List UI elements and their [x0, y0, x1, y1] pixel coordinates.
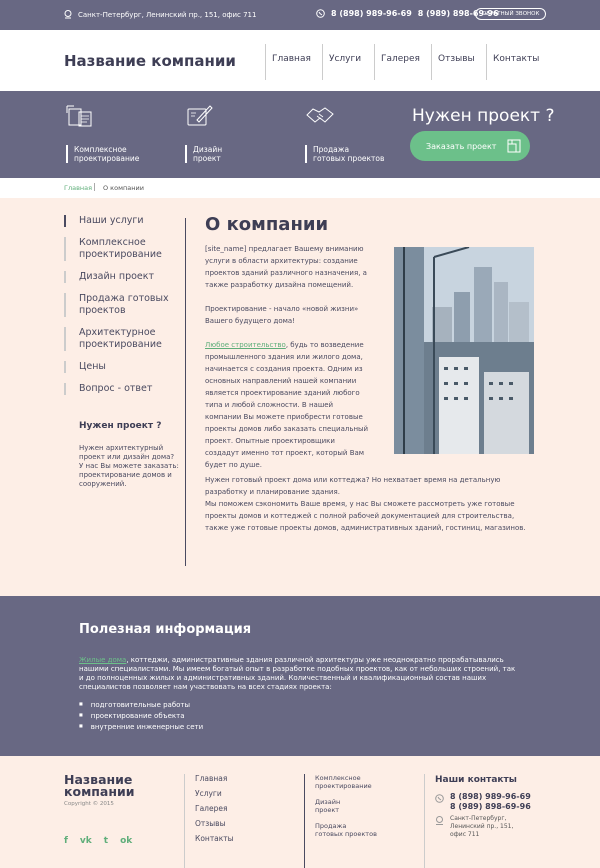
service-label: проектирование: [74, 154, 140, 163]
content-paragraph-3-text: , будь то возведение промышленного здания или жилого дома, начинается с создания проекта. Одним из основных направлений нашей компании является проектирование зданий любого типа и любой сложности. В нашей компании Вы можете приобрести готовые проекты домов либо заказать специальный проект. Опытные проектировщики создадут именно тот проект, который Вам будет по душе.: [205, 341, 369, 469]
sidebar-need-title: Нужен проект ?: [79, 421, 162, 431]
footer-address: [450, 815, 513, 839]
footer-contacts-column: [424, 774, 435, 868]
useful-info-section: [0, 596, 600, 756]
nav-item-home[interactable]: Главная: [265, 44, 322, 80]
company-logo[interactable]: Название компании: [64, 52, 236, 70]
main-nav: [265, 44, 538, 80]
footer: [0, 756, 600, 868]
phone-icon: [316, 9, 325, 18]
construction-link[interactable]: Любое строительство: [205, 341, 286, 349]
useful-info-text: [79, 656, 519, 692]
footer-address-line: Ленинский пр., 151,: [450, 823, 514, 830]
sidebar-item-complex-design[interactable]: Комплексное проектирование: [64, 237, 176, 261]
odnoklassniki-icon[interactable]: ok: [120, 836, 133, 846]
phone-2[interactable]: 8 (989) 898-69-96: [417, 9, 499, 18]
footer-contacts-title: Наши контакты: [435, 775, 517, 785]
service-label: проект: [193, 154, 221, 163]
content-paragraph-4: Нужен готовый проект дома или коттеджа? Но нехватает время на детальную разработку и планирование здания.: [205, 476, 501, 496]
footer-nav-contacts[interactable]: Контакты: [195, 834, 234, 843]
header: [0, 30, 600, 91]
phone-icon: [435, 794, 444, 803]
list-item: ■ подготовительные работы: [79, 699, 203, 710]
document-icon: [66, 103, 96, 129]
footer-service-design[interactable]: [315, 798, 377, 814]
footer-nav-home[interactable]: Главная: [195, 774, 228, 783]
content-divider: [185, 218, 186, 566]
footer-address-line: офис 711: [450, 831, 480, 838]
nav-item-gallery[interactable]: Галерея: [374, 44, 431, 80]
list-item: ■ внутренние инженерные сети: [79, 721, 203, 732]
service-label: Комплексное: [74, 145, 127, 154]
footer-logo[interactable]: [64, 774, 135, 798]
callback-button[interactable]: ОБРАТНЫЙ ЗВОНОК: [475, 8, 546, 20]
footer-service-label: Дизайн: [315, 798, 341, 806]
sidebar-item-faq[interactable]: Вопрос - ответ: [64, 383, 176, 395]
breadcrumb: [0, 178, 600, 198]
city-illustration: [394, 247, 534, 454]
footer-logo-line: Название: [64, 772, 133, 787]
service-label: готовых проектов: [313, 154, 385, 163]
social-links: [64, 836, 132, 846]
nav-item-services[interactable]: Услуги: [322, 44, 374, 80]
footer-phone-1[interactable]: 8 (898) 989-96-69: [450, 792, 531, 801]
twitter-icon[interactable]: t: [103, 836, 109, 846]
sidebar-need-text: Нужен архитектурный проект или дизайн дома? У нас Вы можете заказать: проектирование домов и сооружений.: [79, 444, 179, 488]
sidebar-item-prices[interactable]: Цены: [64, 361, 176, 373]
service-design[interactable]: [185, 103, 222, 163]
nav-item-reviews[interactable]: Отзывы: [431, 44, 486, 80]
footer-service-label: проект: [315, 806, 340, 814]
address-block: [64, 10, 256, 19]
sidebar-item-architecture[interactable]: Архитектурное проектирование: [64, 327, 176, 351]
location-pin-icon: [435, 816, 444, 825]
breadcrumb-home[interactable]: Главная: [64, 184, 93, 192]
copyright: Copyright © 2015: [64, 801, 114, 807]
footer-phones: [450, 792, 531, 812]
content-paragraph-1: [site_name] предлагает Вашему вниманию услуги в области архитектуры: создание проектов зданий различного назначения, а также разработку дизайна помещений.: [205, 245, 367, 289]
page-title: О компании: [205, 214, 329, 235]
footer-service-label: Продажа: [315, 822, 347, 830]
footer-nav-services[interactable]: Услуги: [195, 789, 222, 798]
footer-service-label: готовых проектов: [315, 830, 377, 838]
footer-service-sale[interactable]: [315, 822, 377, 838]
sidebar-item-ready-projects[interactable]: Продажа готовых проектов: [64, 293, 176, 317]
useful-info-title: Полезная информация: [79, 622, 252, 637]
footer-nav-gallery[interactable]: Галерея: [195, 804, 228, 813]
service-label: Продажа: [313, 145, 350, 154]
blueprint-icon: [506, 138, 522, 154]
service-label: Дизайн: [193, 145, 223, 154]
services-band: [0, 91, 600, 178]
footer-nav: [184, 774, 234, 868]
sidebar-menu: [64, 215, 176, 405]
list-item: ■ проектирование объекта: [79, 710, 203, 721]
city-photo: [394, 247, 534, 454]
nav-item-contacts[interactable]: Контакты: [486, 44, 538, 80]
service-complex[interactable]: [66, 103, 139, 163]
content-paragraph-2: Проектирование - начало «новой жизни» Вашего будущего дома!: [205, 305, 359, 325]
sidebar-item-our-services[interactable]: Наши услуги: [64, 215, 176, 227]
design-tablet-icon: [185, 103, 215, 129]
vk-icon[interactable]: vk: [79, 836, 92, 846]
phone-1[interactable]: 8 (898) 989-96-69: [331, 9, 412, 18]
cta-title: Нужен проект ?: [412, 106, 555, 126]
footer-logo-line: компании: [64, 784, 135, 799]
phones-block: [316, 9, 499, 18]
footer-services: [304, 774, 377, 868]
handshake-icon: [305, 103, 335, 129]
address-text: Санкт-Петербург, Ленинский пр., 151, офис 711: [78, 10, 257, 19]
order-project-button[interactable]: [410, 131, 530, 161]
order-project-label: Заказать проект: [426, 141, 497, 151]
sidebar-item-design-project[interactable]: Дизайн проект: [64, 271, 176, 283]
service-sale[interactable]: [305, 103, 384, 163]
facebook-icon[interactable]: f: [64, 836, 68, 846]
content-paragraph-5: Мы поможем сэкономить Ваше время, у нас Вы сможете рассмотреть уже готовые проекты домов и коттеджей с полной рабочей документацией для строительства, также уже готовые проекты домов, административных зданий, гостиниц, магазинов.: [205, 500, 526, 532]
footer-service-complex[interactable]: [315, 774, 377, 790]
location-pin-icon: [64, 10, 72, 19]
useful-info-list: [79, 699, 203, 732]
houses-link[interactable]: Жилые дома: [79, 656, 127, 664]
breadcrumb-current: О компании: [103, 184, 144, 192]
breadcrumb-separator: [94, 183, 95, 191]
footer-address-line: Санкт-Петербург,: [450, 815, 507, 822]
content-paragraph-3: [205, 339, 370, 471]
useful-info-body: , коттеджи, административные здания различной архитектуры уже неоднократно прорабатывались нашими специалистами. Мы имеем богатый опыт в разработке подобных проектов, как от небольших строений, так и до полноценных жилых и административных зданий. Количественный и квалификационный состав наших специалистов позволяет нам участвовать на всех стадиях проекта:: [79, 656, 516, 691]
footer-nav-reviews[interactable]: Отзывы: [195, 819, 226, 828]
top-bar: [0, 0, 600, 30]
footer-service-label: проектирование: [315, 782, 372, 790]
footer-phone-2[interactable]: 8 (989) 898-69-96: [450, 802, 531, 811]
footer-service-label: Комплексное: [315, 774, 361, 782]
